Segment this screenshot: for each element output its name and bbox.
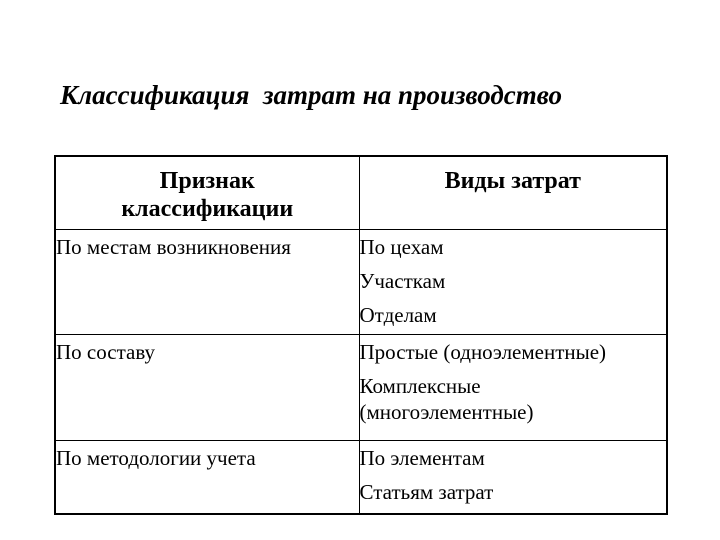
cost-type-item: По цехам — [359, 234, 444, 259]
table-header-row — [55, 156, 667, 229]
header-types — [359, 156, 667, 229]
cost-type-item: Комплексные — [359, 373, 481, 398]
types-cell — [359, 229, 667, 334]
table-row — [55, 440, 667, 514]
header-types-label: Виды затрат — [444, 168, 581, 194]
criterion-text: По составу — [56, 339, 156, 364]
table-row — [55, 334, 667, 440]
header-criterion-line: классификации — [121, 196, 294, 222]
types-cell — [359, 334, 667, 440]
criterion-cell — [55, 440, 359, 514]
criterion-text: По методологии учета — [56, 445, 256, 470]
cost-type-item: Простые (одноэлементные) — [359, 339, 607, 364]
header-criterion — [55, 156, 359, 229]
cost-type-item: (многоэлементные) — [359, 399, 534, 424]
cost-type-item: Отделам — [359, 302, 437, 327]
classification-table — [54, 155, 668, 515]
table-row — [55, 229, 667, 334]
criterion-text: По местам возникновения — [56, 234, 291, 259]
cost-type-item: Статьям затрат — [359, 479, 494, 504]
cost-type-item: По элементам — [359, 445, 485, 470]
criterion-cell — [55, 229, 359, 334]
criterion-cell — [55, 334, 359, 440]
cost-type-item: Участкам — [359, 268, 446, 293]
header-criterion-line: Признак — [159, 168, 255, 194]
types-cell — [359, 440, 667, 514]
page-title: Классификация затрат на производство — [60, 80, 562, 110]
